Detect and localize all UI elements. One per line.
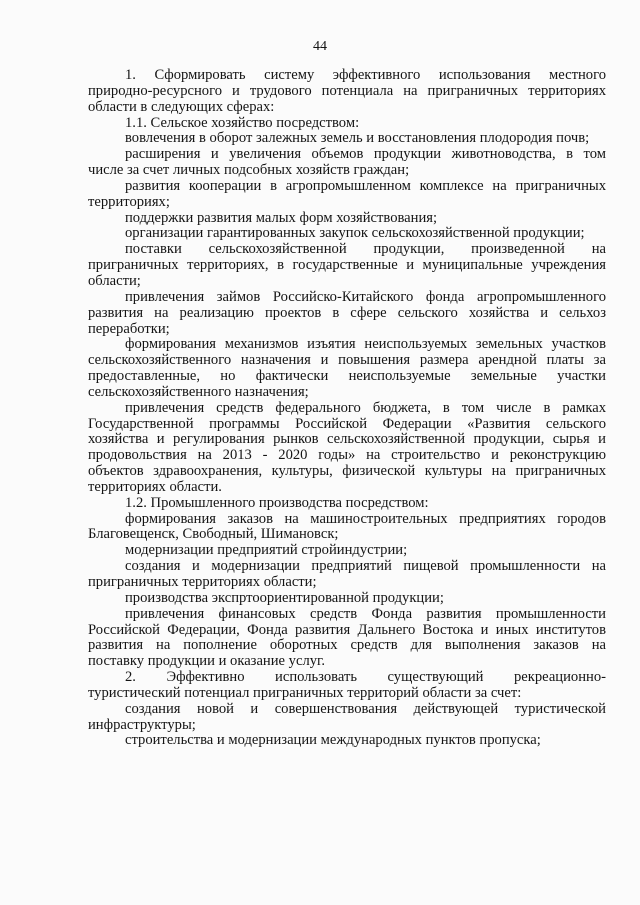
text-line: привлечения финансовых средств Фонда развития промышленности: [125, 606, 606, 622]
text-line: вовлечения в оборот залежных земель и восстановления плодородия почв;: [125, 131, 590, 147]
text-line: Российской Федерации, Фонда развития Дальнего Востока и иных институтов: [88, 622, 606, 638]
text-line: модернизации предприятий стройиндустрии;: [125, 543, 408, 559]
document-body: [88, 68, 606, 749]
text-line: формирования механизмов изъятия неиспользуемых земельных участков: [125, 337, 606, 353]
text-line: Государственной программы Российской Федерации «Развития сельского: [88, 416, 606, 432]
text-line: организации гарантированных закупок сельскохозяйственной продукции;: [125, 226, 585, 242]
text-line: продовольствия на 2013 - 2020 годы» на строительство и реконструкцию: [88, 448, 606, 464]
text-line: развития на реализацию проектов в сфере сельского хозяйства и сельхоз: [88, 305, 606, 321]
text-line: приграничных территориях, в государственные и муниципальные учреждения: [88, 258, 606, 274]
text-line: природно-ресурсного и трудового потенциала на приграничных территориях: [88, 83, 606, 99]
text-line: территориях;: [88, 194, 170, 210]
text-line: поставку продукции и оказание услуг.: [88, 654, 326, 670]
text-line: территориях области.: [88, 479, 222, 495]
text-line: объектов здравоохранения, культуры, физической культуры на приграничных: [88, 464, 606, 480]
text-line: инфраструктуры;: [88, 717, 196, 733]
text-line: переработки;: [88, 321, 170, 337]
text-line: области;: [88, 273, 141, 289]
text-line: 1. Сформировать систему эффективного использования местного: [125, 68, 606, 83]
text-line: привлечения средств федерального бюджета, в том числе в рамках: [125, 400, 606, 416]
text-line: производства экспртоориентированной продукции;: [125, 590, 444, 606]
text-line: Благовещенск, Свободный, Шимановск;: [88, 527, 339, 543]
text-line: создания и модернизации предприятий пищевой промышленности на: [125, 559, 606, 575]
text-line: области в следующих сферах:: [88, 99, 275, 115]
text-line: расширения и увеличения объемов продукции животноводства, в том: [125, 147, 606, 163]
text-line: приграничных территориях области;: [88, 575, 317, 590]
text-line: привлечения займов Российско-Китайского фонда агропромышленного: [125, 289, 606, 305]
text-line: предоставленные, но фактически неиспользуемые земельные участки: [88, 369, 606, 385]
text-line: развития кооперации в агропромышленном комплексе на приграничных: [125, 178, 606, 194]
text-line: туристический потенциал приграничных территорий области за счет:: [88, 685, 522, 701]
text-line: формирования заказов на машиностроительных предприятиях городов: [125, 511, 606, 527]
text-line: создания новой и совершенствования действующей туристической: [125, 701, 606, 717]
text-line: поставки сельскохозяйственной продукции, произведенной на: [125, 242, 606, 258]
text-line: развития на пополнение оборотных средств для выполнения заказов на: [88, 638, 606, 654]
text-line: 1.2. Промышленного производства посредством:: [125, 495, 429, 511]
text-line: хозяйства и регулирования рынков сельскохозяйственной продукции, сырья и: [88, 432, 606, 448]
text-line: 2. Эффективно использовать существующий рекреационно-: [125, 670, 606, 686]
text-line: числе за счет личных подсобных хозяйств граждан;: [88, 163, 410, 179]
text-line: сельскохозяйственного назначения;: [88, 384, 309, 400]
page-number: 44: [313, 39, 327, 54]
text-line: строительства и модернизации международных пунктов пропуска;: [125, 733, 541, 749]
text-line: поддержки развития малых форм хозяйствования;: [125, 210, 438, 226]
text-line: 1.1. Сельское хозяйство посредством:: [125, 115, 360, 131]
text-line: сельскохозяйственного назначения и повышения размера арендной платы за: [88, 353, 606, 369]
